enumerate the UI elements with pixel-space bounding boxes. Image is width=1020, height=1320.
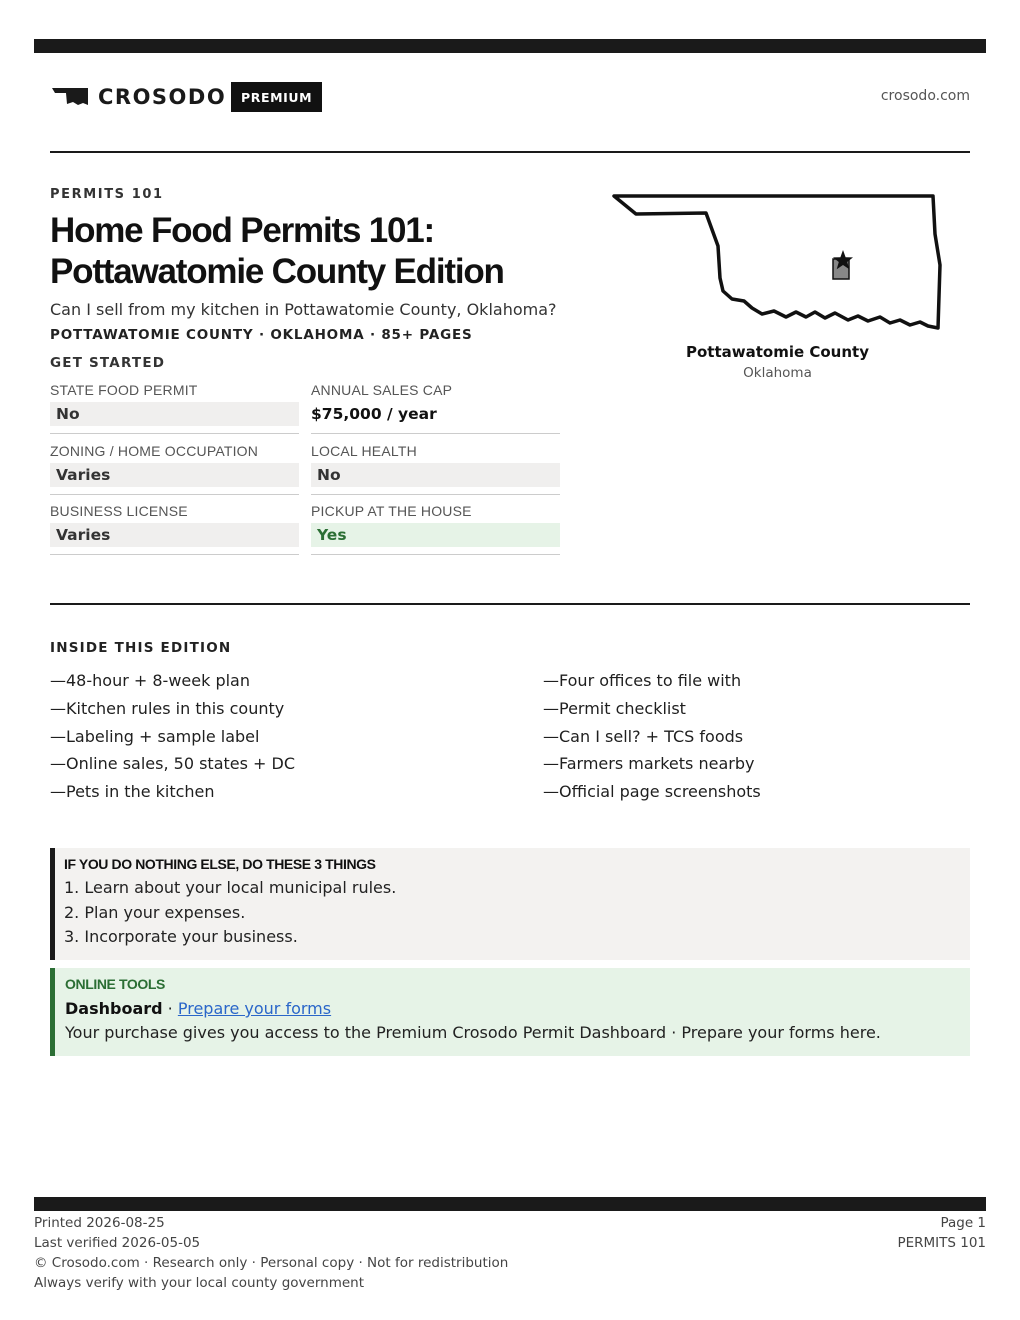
brand-name: CROSODO [98, 85, 227, 109]
footer-verified: Last verified 2026-05-05 [34, 1235, 201, 1251]
footer-copyright: © Crosodo.com · Research only · Personal copy · Not for redistribution [34, 1255, 509, 1271]
oklahoma-logo-icon [52, 87, 88, 107]
fact-pickup-at-house [311, 503, 560, 555]
bottom-rule-bar [34, 1197, 986, 1211]
footer-printed: Printed 2026-08-25 [34, 1215, 165, 1231]
tools-title: ONLINE TOOLS [65, 976, 165, 992]
fact-value: No [50, 402, 299, 426]
fact-label: ANNUAL SALES CAP [311, 382, 453, 398]
fact-label: ZONING / HOME OCCUPATION [50, 443, 259, 459]
fact-value: Varies [50, 463, 299, 487]
list-item: —Official page screenshots [543, 782, 761, 802]
three-things-callout [50, 848, 970, 960]
premium-badge: PREMIUM [231, 82, 322, 112]
footer-left [34, 1213, 508, 1293]
oklahoma-outline [614, 196, 940, 328]
tools-separator: · [162, 999, 178, 1018]
doc-kicker: PERMITS 101 [50, 187, 164, 202]
brand-logo[interactable] [52, 82, 226, 112]
fact-label: LOCAL HEALTH [311, 443, 417, 459]
fact-local-health [311, 443, 560, 495]
fact-annual-sales-cap [311, 382, 560, 434]
map-county-label: Pottawatomie County [685, 343, 869, 361]
list-item: —Permit checklist [543, 698, 686, 718]
doc-meta: POTTAWATOMIE COUNTY · OKLAHOMA · 85+ PAGES [50, 327, 473, 343]
callout-item: 3. Incorporate your business. [64, 927, 298, 946]
fact-business-license [50, 503, 299, 555]
fact-label: STATE FOOD PERMIT [50, 382, 198, 398]
list-item: —48-hour + 8-week plan [50, 671, 250, 690]
oklahoma-map [610, 190, 945, 335]
fact-label: BUSINESS LICENSE [50, 503, 188, 519]
map-state-label: Oklahoma [743, 365, 812, 381]
list-item: —Farmers markets nearby [543, 754, 755, 774]
page-title [50, 210, 610, 292]
footer-right [897, 1213, 986, 1253]
footer-verify-note: Always verify with your local county government [34, 1275, 364, 1291]
list-item: —Four offices to file with [543, 671, 742, 690]
fact-state-food-permit [50, 382, 299, 434]
get-started-label: GET STARTED [50, 355, 166, 371]
list-item: —Online sales, 50 states + DC [50, 754, 296, 774]
list-item: —Labeling + sample label [50, 726, 260, 746]
fact-value: $75,000 / year [311, 405, 437, 423]
online-tools-panel [50, 968, 970, 1056]
list-item: —Pets in the kitchen [50, 782, 215, 802]
fact-value: No [311, 463, 560, 487]
title-line-1: Home Food Permits 101: [50, 211, 434, 250]
dashboard-label: Dashboard [65, 999, 163, 1018]
top-rule-bar [34, 39, 986, 53]
callout-item: 1. Learn about your local municipal rules. [64, 878, 397, 897]
doc-subtitle: Can I sell from my kitchen in Pottawatomie County, Oklahoma? [50, 300, 557, 319]
inside-list-right [543, 667, 963, 806]
fact-zoning [50, 443, 299, 495]
fact-value: Yes [311, 523, 560, 547]
title-line-2: Pottawatomie County Edition [50, 252, 504, 291]
header-divider [50, 151, 970, 153]
list-item: —Kitchen rules in this county [50, 698, 285, 718]
site-url[interactable]: crosodo.com [880, 88, 970, 104]
fact-value: Varies [50, 523, 299, 547]
fact-label: PICKUP AT THE HOUSE [311, 503, 472, 519]
prepare-forms-link[interactable]: Prepare your forms [177, 999, 332, 1018]
footer-page-number: Page 1 [940, 1215, 986, 1231]
tools-links-row [65, 997, 970, 1021]
callout-title: IF YOU DO NOTHING ELSE, DO THESE 3 THINGS [64, 856, 376, 872]
callout-item: 2. Plan your expenses. [64, 902, 246, 922]
inside-list-left [50, 667, 470, 806]
list-item: —Can I sell? + TCS foods [543, 726, 744, 746]
page-header [50, 80, 970, 114]
tools-description: Your purchase gives you access to the Premium Crosodo Permit Dashboard · Prepare your forms here. [65, 1023, 881, 1042]
footer-section: PERMITS 101 [897, 1235, 986, 1251]
inside-label: INSIDE THIS EDITION [50, 640, 232, 656]
section-divider [50, 603, 970, 605]
